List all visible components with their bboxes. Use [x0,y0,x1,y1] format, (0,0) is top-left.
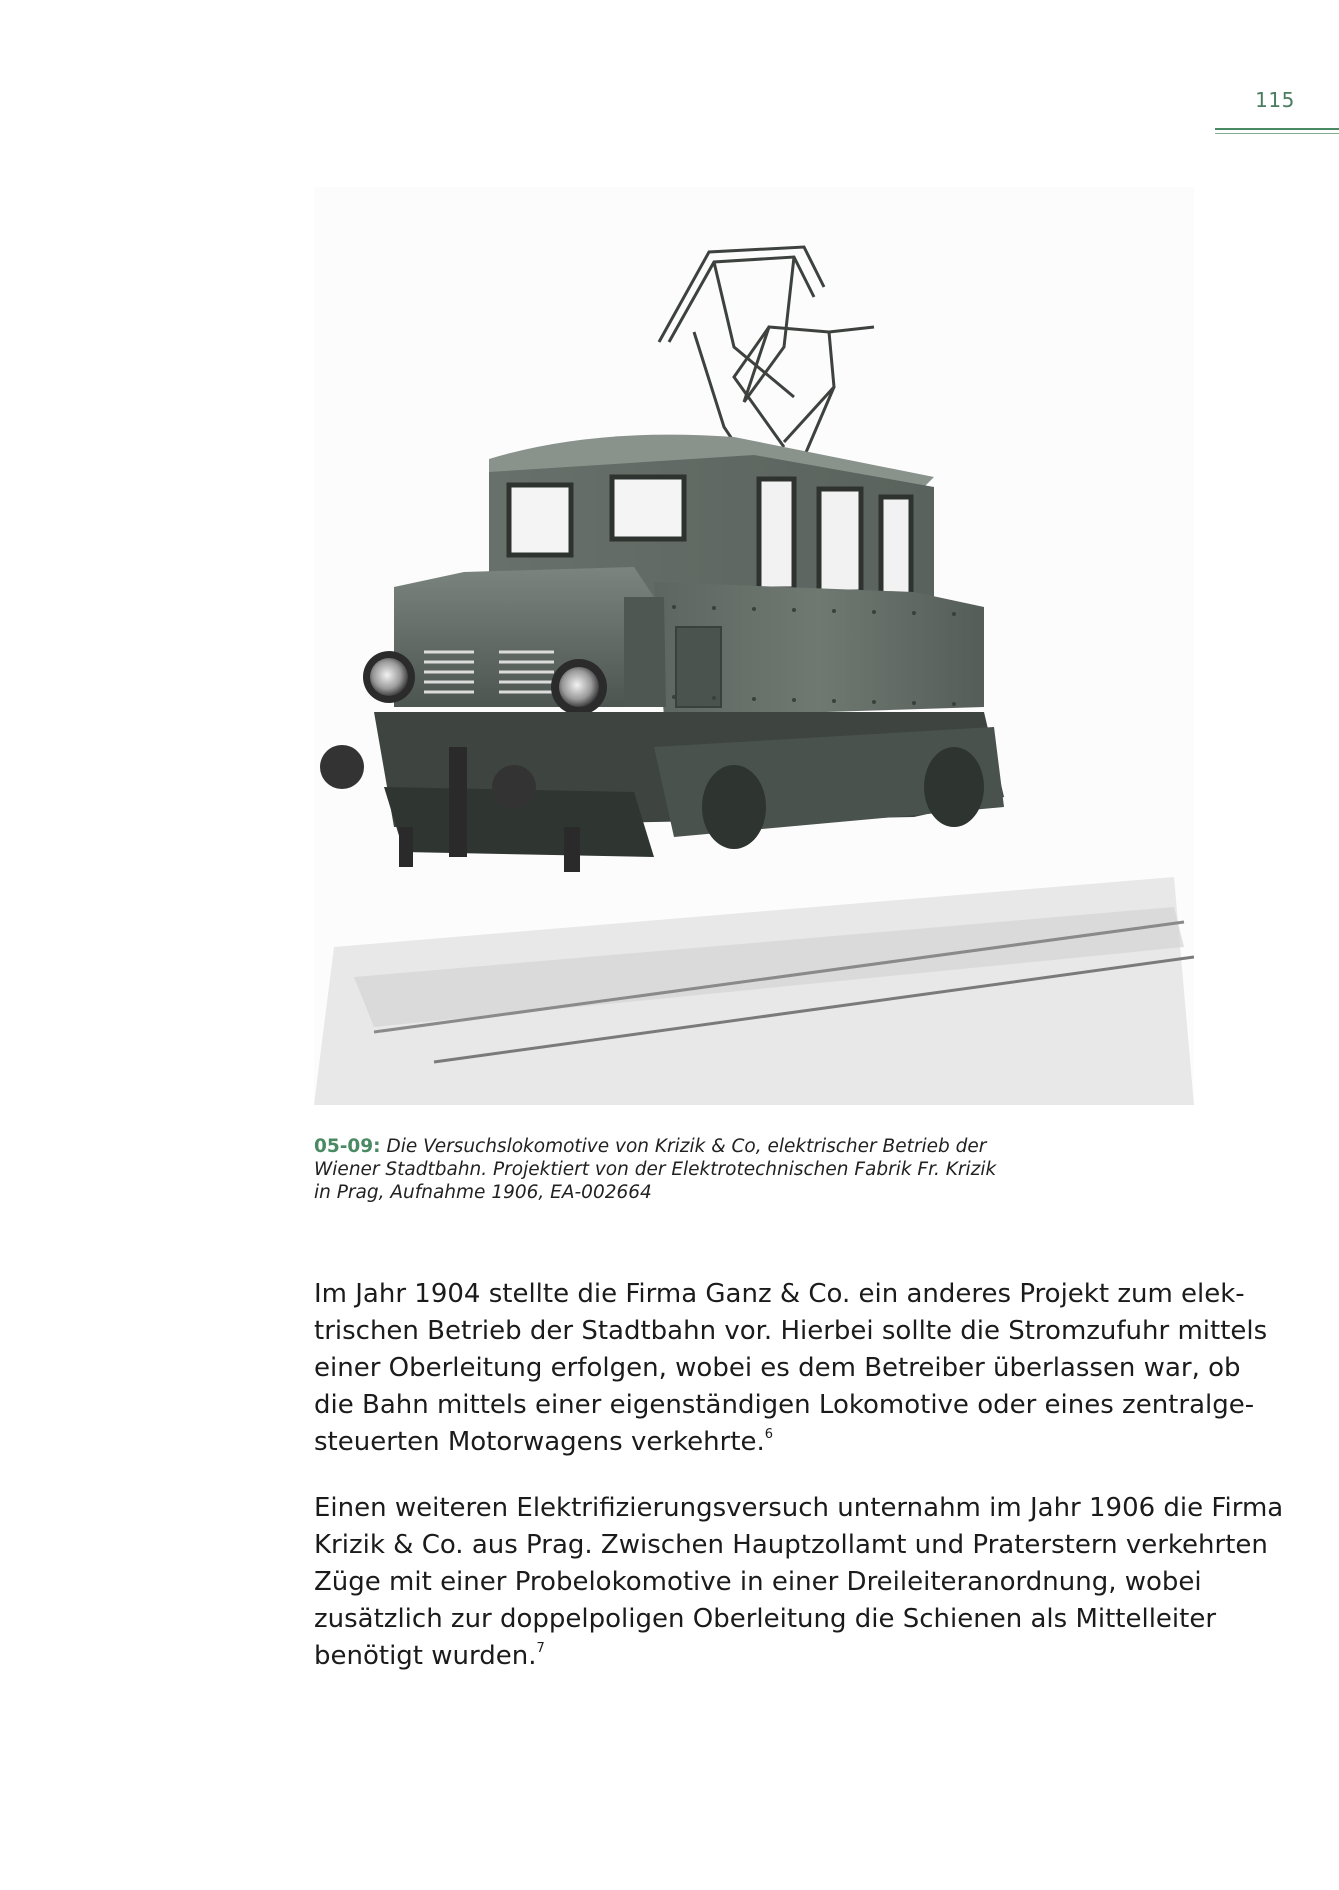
paragraph-line: einer Oberleitung erfolgen, wobei es dem Betreiber überlassen war, ob [314,1353,1241,1383]
page-number: 115 [1255,88,1295,112]
page-number-rule [1215,128,1339,130]
paragraph-line: Krizik & Co. aus Prag. Zwischen Hauptzollamt und Praterstern verkehrten [314,1530,1268,1560]
caption-line-3: in Prag, Aufnahme 1906, EA-002664 [314,1182,652,1203]
paragraph-line-last: benötigt wurden.$^7$ [314,1641,545,1671]
caption-line-1: 05-09: Die Versuchslokomotive von Krizik & Co, elektrischer Betrieb der [314,1136,987,1157]
paragraph-line: trischen Betrieb der Stadtbahn vor. Hierbei sollte die Stromzufuhr mittels [314,1316,1268,1346]
paragraph-1 [314,1276,1268,1461]
figure-label: 05-09: [314,1136,381,1157]
paragraph-line: Einen weiteren Elektrifizierungsversuch unternahm im Jahr 1906 die Firma [314,1493,1284,1523]
paragraph-line: Züge mit einer Probelokomotive in einer Dreileiteranordnung, wobei [314,1567,1202,1597]
paragraph-line: zusätzlich zur doppelpoligen Oberleitung die Schienen als Mittelleiter [314,1604,1217,1634]
locomotive-photo [314,187,1194,1105]
page-number-rule-thin [1215,133,1339,134]
footnote-ref[interactable]: 7 [536,1641,545,1656]
paragraph-2 [314,1490,1284,1675]
paragraph-line: die Bahn mittels einer eigenständigen Lokomotive oder eines zentralge- [314,1390,1255,1420]
caption-line-2: Wiener Stadtbahn. Projektiert von der Elektrotechnischen Fabrik Fr. Krizik [314,1159,997,1180]
figure-caption [314,1135,1094,1204]
footnote-ref[interactable]: 6 [764,1427,774,1442]
paragraph-line-last: steuerten Motorwagens verkehrte.$^6$ [314,1427,774,1457]
paragraph-line: Im Jahr 1904 stellte die Firma Ganz & Co. ein anderes Projekt zum elek- [314,1279,1245,1309]
